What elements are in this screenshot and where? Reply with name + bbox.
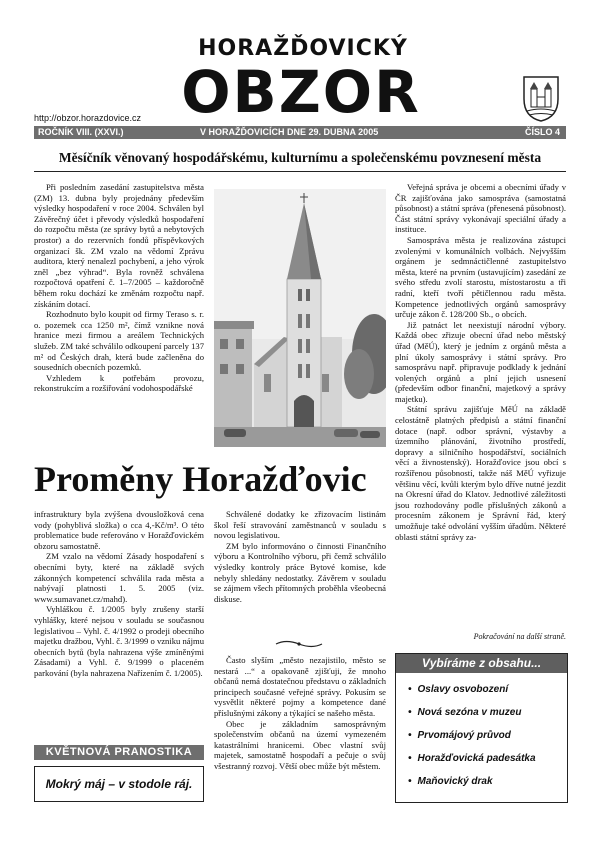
paragraph: Rozhodnuto bylo koupit od firmy Teraso s. r. o. pozemek cca 1250 m², čímž vznikne nová hranice mezi firmou a areálem Technických služeb. ZM také schválilo odkoupení parcely 137 m² od Českých drah, která bude začleněna do sousedních obecních pozemků. xyxy=(34,309,204,373)
website-url[interactable]: http://obzor.horazdovice.cz xyxy=(34,113,142,123)
volume-label: ROČNÍK VIII. (XXVI.) xyxy=(38,127,124,137)
divider xyxy=(34,171,566,172)
article-column-3 xyxy=(395,182,566,542)
place-date-label: V HORAŽĎOVICÍCH DNE 29. DUBNA 2005 xyxy=(200,127,379,137)
paragraph: Vzhledem k potřebám provozu, rekonstrukcím a rozšiřování vodohospodářské xyxy=(34,372,204,394)
contents-list xyxy=(408,684,563,799)
article-column-2 xyxy=(214,509,386,604)
article-headline: Proměny Horažďovic xyxy=(34,459,367,499)
contents-item[interactable]: • Horažďovická padesátka xyxy=(408,753,563,776)
essay-column xyxy=(214,655,386,772)
paragraph: Často slyším „město nezajistilo, město se nestará ...“ a opakovaně zjišťuji, že mnoho občanů nemá dostatečnou představu o základních principech současné veřejné správy. Pokusím se vysvětlit některé pojmy a kompetence dané příslušnými zákony a týkající se našeho města. xyxy=(214,655,386,718)
article-column-1-bottom xyxy=(34,509,204,679)
paragraph: Obec je základním samosprávným společenstvím občanů na území vymezeném katastrálními hranicemi. Obec vlastní svůj majetek, samostatně hospodaří a pečuje o svůj všestranný rozvoj. Větší obec může být městem. xyxy=(214,718,386,771)
paragraph: Samospráva města je realizována zástupci zvolenými v komunálních volbách. Nejvyšším orgánem je sedmnáctičlenné zastupitelstvo města, které na prvním (ustavujícím) zasedání ze svého středu zvolí starostu, místostarostu a tři radní, kteří tvoří pětičlennou radu města. Kompetence jednotlivých orgánů samosprávy určuje zákon č. 128/200 Sb., o obcích. xyxy=(395,234,566,320)
newspaper-subtitle: Měsíčník věnovaný hospodářskému, kulturnímu a společenskému povznesení města xyxy=(58,150,542,165)
contents-item[interactable]: • Oslavy osvobození xyxy=(408,684,563,707)
continued-note: Pokračování na další straně. xyxy=(473,632,566,641)
paragraph: Státní správu zajišťuje MěÚ na základě celostátně platných předpisů a státní finanční dotace (např. odbor správní, výstavby a územního plánování, životního prostředí, dopravy a silničního hospodářství, sociálních věcí a živnostenský). Horažďovice jsou obcí s rozšířenou působností, takže náš MěÚ vyřizuje většinu věcí, kvůli kterým bylo dříve nutné jezdit na Okresní úřad do Klatov. Jednotlivé záležitosti jsou rozhodovány podle příslušných zákonů a procesním zákonem je Správní řád, který umožňuje také odvolání vyšším úřadům. Některé oblasti státní správy za- xyxy=(395,404,566,542)
town-crest-icon xyxy=(521,73,561,123)
paragraph: ZM vzalo na vědomí Zásady hospodaření s obecními byty, které na základě svých zákonných kompetencí schválila rada města a nabývají platnosti 1. 5. 2005 (viz. www.sumavanet.cz/mahd). xyxy=(34,551,204,604)
weather-saying: Mokrý máj – v stodole ráj. xyxy=(34,766,204,802)
contents-box xyxy=(395,653,568,803)
contents-item[interactable]: • Prvomájový průvod xyxy=(408,730,563,753)
contents-title: Vybíráme z obsahu... xyxy=(396,654,567,673)
contents-item[interactable]: • Maňovický drak xyxy=(408,776,563,799)
masthead-title: OBZOR xyxy=(181,58,421,126)
paragraph: Již patnáct let neexistují národní výbory. Každá obec zřizuje obecní úřad nebo městský úřad (MěÚ), který je jedním z orgánů města a plní úkoly samosprávy i státní správy. Pro samosprávu např. připravuje podklady k jednání volených orgánů a plní jejich usnesení (především odbor finanční, majetkový a správy majetku). xyxy=(395,319,566,404)
paragraph: Veřejná správa je obcemi a obecními úřady v ČR zajišťována jako samospráva (samostatná působnost) a státní správa (přenesená působnost). Část státní správy vykonávají speciální úřady a instituce. xyxy=(395,182,566,235)
issue-number-label: ČÍSLO 4 xyxy=(524,127,560,137)
church-photo xyxy=(214,189,386,447)
article-column-1-top xyxy=(34,182,204,394)
contents-item[interactable]: • Nová sezóna v muzeu xyxy=(408,707,563,730)
paragraph: Vyhláškou č. 1/2005 byly zrušeny starší vyhlášky, které nejsou v souladu se současnou legislativou – Vyhl. č. 4/1992 o prodeji obecního majetku dražbou, Vyhl. č. 3/1999 o vzniku nájmu obecních bytů (byla nahrazena výše zmíněnými Zásadami) a Vyhl. č. 9/1999 o placeném parkování (byla nahrazena Nařízením č. 1/2005). xyxy=(34,604,204,678)
issue-info-bar xyxy=(34,126,566,139)
paragraph: Při posledním zasedání zastupitelstva města (ZM) 13. dubna byly projednány především výsledky hospodaření v roce 2004. Schválen byl Závěrečný účet i převody výsledků hospodaření do rozpočtu města (ze správy bytů a nebytových prostor) a do rezervních fondů příspěvkových organizací šk. ZM vzalo na vědomí Zprávu auditora, který nenalezl pochybení, a jeho výrok zněl „bez výhrad“. Byla rovněž schválena rozpočtová opatření č. 1–7/2005 – každoročně během roku dochází ke změnám rozpočtu např. získáním dotací. xyxy=(34,182,204,309)
paragraph: Schválené dodatky ke zřizovacím listinám škol řeší stravování zaměstnanců v souladu s novou legislativou. xyxy=(214,509,386,541)
paragraph: ZM bylo informováno o činnosti Finančního výboru a Kontrolního výboru, při čemž schválilo výsledky kontroly práce Bytové komise, kde nebyly shledány nedostatky. Závěrem v souladu se zájmem všech přítomných proběhla všeobecná diskuse. xyxy=(214,540,386,604)
masthead-top-word: HORAŽĎOVICKÝ xyxy=(198,36,408,61)
ornament-divider xyxy=(274,639,324,649)
paragraph: infrastruktury byla zvýšena dvousložková cena vody (pohyblivá složka) o cca 4,-Kč/m³. O této problematice bude referováno v Horažďovickém obzoru samostatně. xyxy=(34,509,204,551)
weather-saying-title: KVĚTNOVÁ PRANOSTIKA xyxy=(34,745,204,760)
